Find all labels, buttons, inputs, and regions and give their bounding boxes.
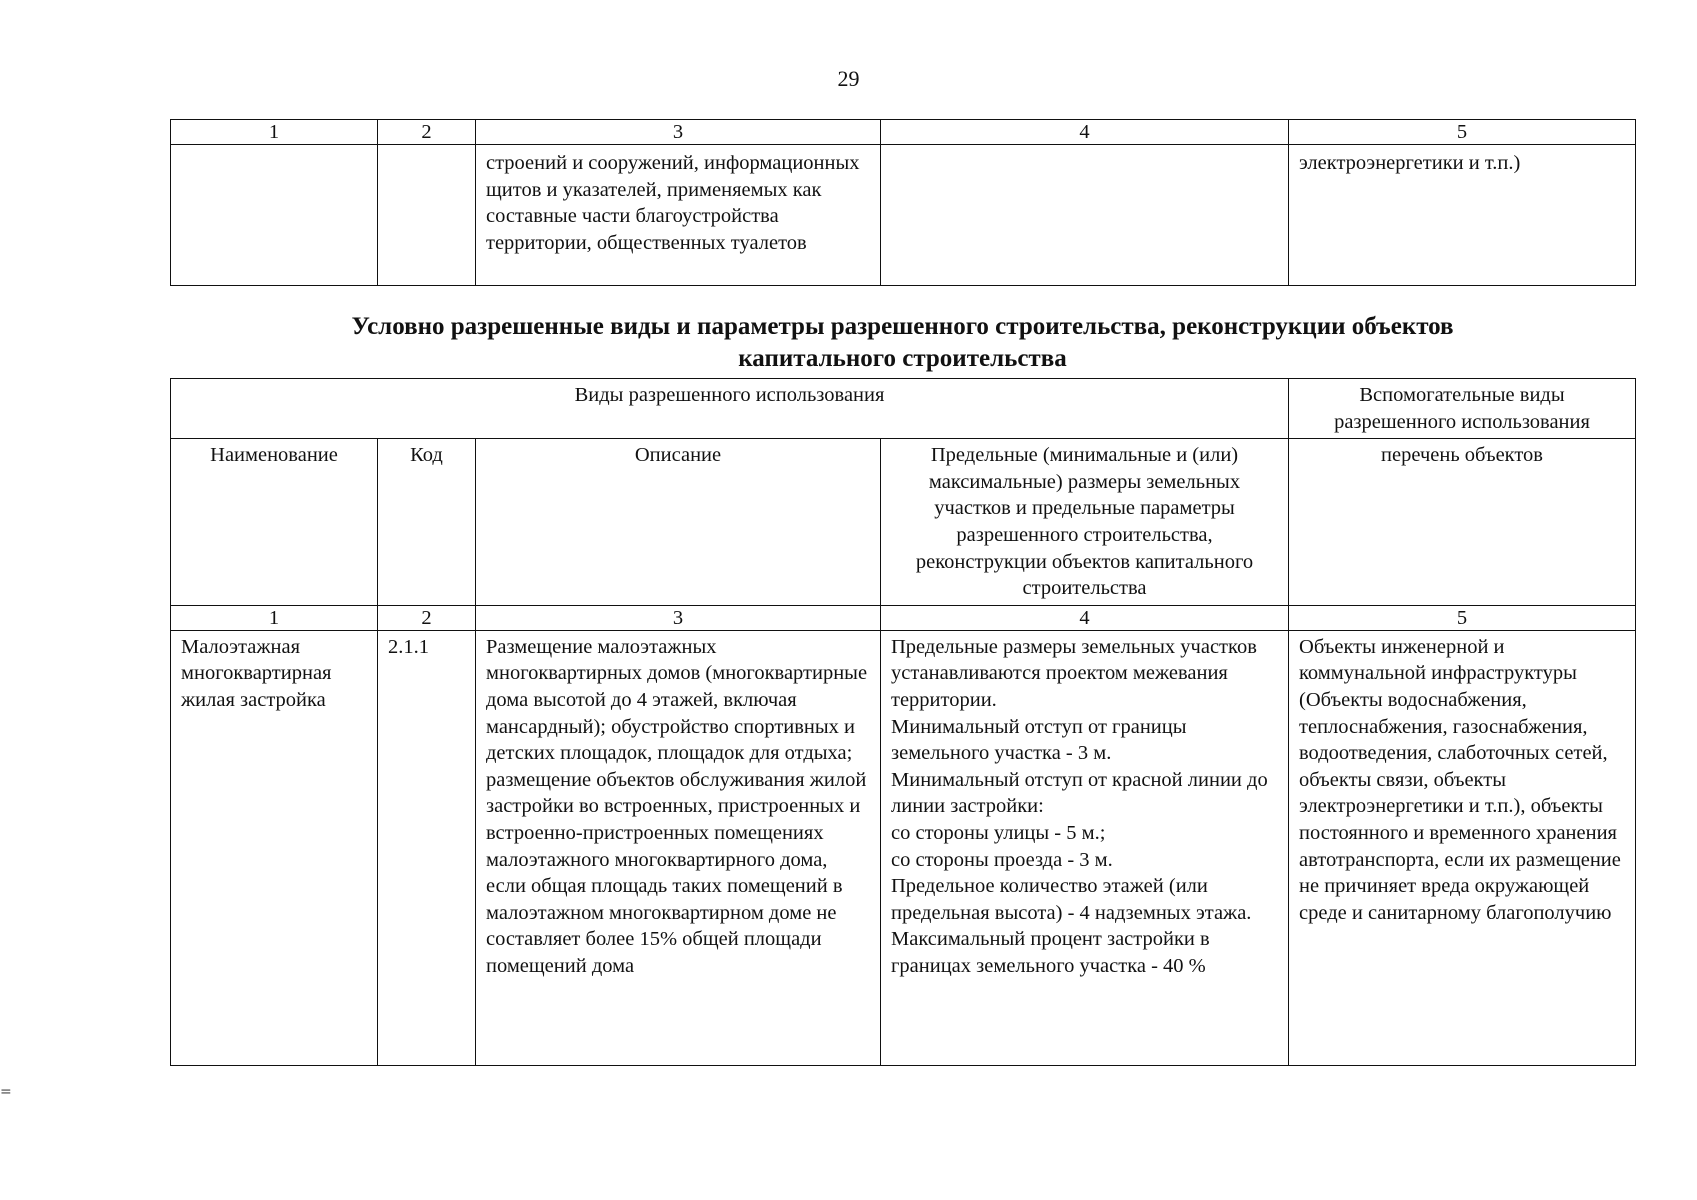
column-number: 3 xyxy=(476,120,881,145)
column-number: 5 xyxy=(1289,605,1636,630)
column-number: 3 xyxy=(476,605,881,630)
column-number: 1 xyxy=(171,605,378,630)
continued-name-cell xyxy=(171,145,378,286)
objects-column-header: перечень объектов xyxy=(1289,439,1636,606)
continuation-table xyxy=(170,119,1636,286)
use-limits-cell xyxy=(881,630,1289,1065)
section-title xyxy=(170,311,1635,375)
use-name-line: многоквартирная xyxy=(181,662,332,685)
continuation-row xyxy=(171,145,1636,286)
continued-objects-cell: электроэнергетики и т.п.) xyxy=(1289,145,1636,286)
column-number-row xyxy=(171,605,1636,630)
column-number: 1 xyxy=(171,120,378,145)
continued-code-cell xyxy=(378,145,476,286)
limit-item: Минимальный отступ от красной линии до линии застройки: xyxy=(891,768,1268,818)
use-name-line: жилая застройка xyxy=(181,688,326,711)
limit-item: Предельное количество этажей (или предельная высота) - 4 надземных этажа. xyxy=(891,875,1252,924)
name-column-header: Наименование xyxy=(171,439,378,606)
aux-header-line: Вспомогательные виды xyxy=(1359,384,1565,406)
code-column-header: Код xyxy=(378,439,476,606)
use-description-cell: Размещение малоэтажных многоквартирных домов (многоквартирные дома высотой до 4 этажей, включая мансардный); обустройство спортивных и детских площадок, площадок для отдыха; размещение объектов обслуживания жилой застройки во встроенных, пристроенных и встроенно-пристроенных помещениях малоэтажного многоквартирного дома, если общая площадь таких помещений в малоэтажном многоквартирном доме не составляет более 15% общей площади помещений дома xyxy=(476,630,881,1065)
margin-mark: = xyxy=(0,1084,12,1100)
limit-item: со стороны проезда - 3 м. xyxy=(891,848,1113,871)
continued-description-cell: строений и сооружений, информационных щитов и указателей, применяемых как составные части благоустройства территории, общественных туалетов xyxy=(476,145,881,286)
description-column-header: Описание xyxy=(476,439,881,606)
uses-group-header: Виды разрешенного использования xyxy=(171,379,1289,439)
page-number: 29 xyxy=(837,66,860,91)
column-number: 4 xyxy=(881,605,1289,630)
aux-group-header xyxy=(1289,379,1636,439)
continued-limits-cell xyxy=(881,145,1289,286)
limit-item: со стороны улицы - 5 м.; xyxy=(891,821,1106,844)
aux-header-line: разрешенного использования xyxy=(1334,410,1590,433)
section-title-line: Условно разрешенные виды и параметры разрешенного строительства, реконструкции объектов xyxy=(351,313,1454,340)
column-number: 2 xyxy=(378,605,476,630)
use-code-cell: 2.1.1 xyxy=(378,630,476,1065)
group-header-row xyxy=(171,379,1636,439)
column-header-row xyxy=(171,439,1636,606)
limit-item: Максимальный процент застройки в границах земельного участка - 40 % xyxy=(891,928,1210,977)
section-title-line: капитального строительства xyxy=(738,345,1067,372)
column-number-row xyxy=(171,120,1636,145)
use-name-cell xyxy=(171,630,378,1065)
limit-item: Минимальный отступ от границы земельного участка - 3 м. xyxy=(891,715,1187,765)
table-row xyxy=(171,630,1636,1065)
column-number: 5 xyxy=(1289,120,1636,145)
limits-column-header: Предельные (минимальные и (или) максимальные) размеры земельных участков и предельные параметры разрешенного строительства, реконструкции объектов капитального строительства xyxy=(881,439,1289,606)
use-name-line: Малоэтажная xyxy=(181,635,301,658)
column-number: 4 xyxy=(881,120,1289,145)
use-objects-cell: Объекты инженерной и коммунальной инфраструктуры (Объекты водоснабжения, теплоснабжения, газоснабжения, водоотведения, слаботочных сетей, объекты связи, объекты электроэнергетики и т.п.), объекты постоянного и временного хранения автотранспорта, если их размещение не причиняет вреда окружающей среде и санитарному благополучию xyxy=(1289,630,1636,1065)
column-number: 2 xyxy=(378,120,476,145)
permitted-uses-table xyxy=(170,378,1636,1066)
limit-item: Предельные размеры земельных участков устанавливаются проектом межевания территории. xyxy=(891,635,1257,711)
